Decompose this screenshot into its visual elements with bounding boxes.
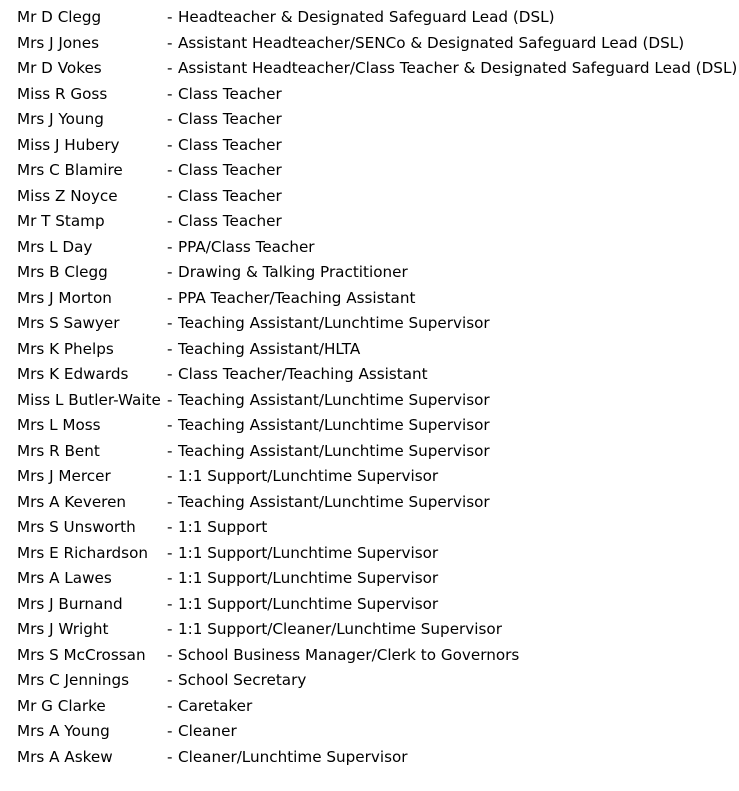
role-separator: -	[167, 722, 173, 740]
staff-name: Mr D Vokes	[17, 59, 102, 77]
role-separator: -	[167, 747, 173, 766]
staff-row	[17, 31, 737, 57]
staff-name: Mrs B Clegg	[17, 263, 108, 281]
role-separator: -	[167, 8, 173, 26]
staff-name: Mrs E Richardson	[17, 543, 149, 562]
staff-row	[17, 235, 737, 261]
staff-role: Assistant Headteacher/Class Teacher & Designated Safeguard Lead (DSL)	[178, 59, 738, 77]
role-separator: -	[167, 390, 173, 409]
staff-name: Mrs R Bent	[17, 441, 100, 460]
role-separator: -	[167, 645, 173, 664]
staff-role: Class Teacher	[178, 84, 282, 103]
staff-row	[17, 260, 737, 286]
role-separator: -	[167, 416, 173, 434]
role-separator: -	[167, 339, 173, 358]
role-separator: -	[167, 212, 173, 230]
staff-row	[17, 56, 737, 82]
staff-role: Headteacher & Designated Safeguard Lead (DSL)	[178, 8, 555, 26]
staff-name: Mrs J Morton	[17, 288, 112, 307]
staff-row	[17, 694, 737, 720]
staff-name: Miss J Hubery	[17, 135, 120, 154]
staff-name: Miss Z Noyce	[17, 186, 118, 205]
staff-name: Miss R Goss	[17, 84, 108, 103]
staff-role: Class Teacher/Teaching Assistant	[178, 365, 428, 383]
role-separator: -	[167, 110, 173, 128]
staff-name: Mrs K Phelps	[17, 339, 114, 358]
role-separator: -	[167, 59, 173, 77]
staff-name: Mrs A Lawes	[17, 569, 112, 587]
staff-role: Class Teacher	[178, 212, 282, 230]
staff-name: Mrs J Burnand	[17, 594, 123, 613]
role-separator: -	[167, 263, 173, 281]
staff-role: Class Teacher	[178, 110, 282, 128]
staff-row	[17, 592, 737, 618]
role-separator: -	[167, 467, 173, 485]
staff-name: Miss L Butler-Waite	[17, 390, 161, 409]
staff-role: 1:1 Support/Cleaner/Lunchtime Supervisor	[178, 620, 502, 638]
role-separator: -	[167, 492, 173, 511]
role-separator: -	[167, 33, 173, 52]
staff-role: Teaching Assistant/Lunchtime Supervisor	[178, 441, 490, 460]
staff-name: Mr D Clegg	[17, 8, 102, 26]
staff-role: Cleaner	[178, 722, 237, 740]
staff-name: Mrs J Mercer	[17, 467, 111, 485]
staff-role: Teaching Assistant/HLTA	[178, 339, 361, 358]
staff-name: Mrs J Wright	[17, 620, 109, 638]
staff-role: Cleaner/Lunchtime Supervisor	[178, 747, 408, 766]
staff-role: Teaching Assistant/Lunchtime Supervisor	[178, 314, 490, 332]
staff-row	[17, 388, 737, 414]
staff-role: PPA Teacher/Teaching Assistant	[178, 288, 416, 307]
staff-role: Class Teacher	[178, 186, 282, 205]
role-separator: -	[167, 84, 173, 103]
role-separator: -	[167, 543, 173, 562]
staff-name: Mrs L Moss	[17, 416, 101, 434]
staff-role: 1:1 Support/Lunchtime Supervisor	[178, 543, 439, 562]
staff-row	[17, 439, 737, 465]
staff-row	[17, 209, 737, 235]
staff-name: Mrs S McCrossan	[17, 645, 146, 664]
staff-role: Teaching Assistant/Lunchtime Supervisor	[178, 492, 490, 511]
staff-row	[17, 515, 737, 541]
staff-role: School Business Manager/Clerk to Governors	[178, 645, 520, 664]
role-separator: -	[167, 365, 173, 383]
staff-role: School Secretary	[178, 671, 307, 689]
staff-row	[17, 337, 737, 363]
role-separator: -	[167, 314, 173, 332]
staff-row	[17, 490, 737, 516]
staff-role: Assistant Headteacher/SENCo & Designated Safeguard Lead (DSL)	[178, 33, 685, 52]
staff-row	[17, 541, 737, 567]
staff-name: Mrs K Edwards	[17, 365, 129, 383]
staff-role: PPA/Class Teacher	[178, 237, 315, 256]
staff-role: Class Teacher	[178, 135, 282, 154]
staff-row	[17, 362, 737, 388]
staff-name: Mrs J Jones	[17, 33, 100, 52]
staff-row	[17, 719, 737, 745]
staff-name: Mrs A Young	[17, 722, 110, 740]
role-separator: -	[167, 696, 173, 715]
staff-row	[17, 158, 737, 184]
staff-role: 1:1 Support/Lunchtime Supervisor	[178, 594, 439, 613]
staff-role: Teaching Assistant/Lunchtime Supervisor	[178, 416, 490, 434]
staff-row	[17, 566, 737, 592]
role-separator: -	[167, 441, 173, 460]
staff-name: Mr G Clarke	[17, 696, 106, 715]
staff-role: Class Teacher	[178, 161, 282, 179]
role-separator: -	[167, 135, 173, 154]
role-separator: -	[167, 288, 173, 307]
role-separator: -	[167, 620, 173, 638]
role-separator: -	[167, 237, 173, 256]
staff-row	[17, 286, 737, 312]
role-separator: -	[167, 186, 173, 205]
staff-name: Mrs L Day	[17, 237, 93, 256]
staff-row	[17, 133, 737, 159]
staff-row	[17, 464, 737, 490]
staff-name: Mrs C Blamire	[17, 161, 123, 179]
staff-row	[17, 82, 737, 108]
role-separator: -	[167, 161, 173, 179]
staff-name: Mrs A Askew	[17, 747, 113, 766]
staff-row	[17, 413, 737, 439]
role-separator: -	[167, 594, 173, 613]
staff-name: Mrs C Jennings	[17, 671, 129, 689]
staff-row	[17, 311, 737, 337]
staff-name: Mrs S Unsworth	[17, 518, 136, 536]
staff-name: Mrs J Young	[17, 110, 104, 128]
staff-role: 1:1 Support/Lunchtime Supervisor	[178, 569, 439, 587]
staff-role: 1:1 Support	[178, 518, 268, 536]
staff-role: 1:1 Support/Lunchtime Supervisor	[178, 467, 439, 485]
staff-role: Drawing & Talking Practitioner	[178, 263, 408, 281]
staff-row	[17, 668, 737, 694]
staff-row	[17, 5, 737, 31]
staff-row	[17, 107, 737, 133]
role-separator: -	[167, 671, 173, 689]
staff-row	[17, 617, 737, 643]
staff-row	[17, 745, 737, 771]
role-separator: -	[167, 518, 173, 536]
role-separator: -	[167, 569, 173, 587]
staff-role: Teaching Assistant/Lunchtime Supervisor	[178, 390, 490, 409]
staff-name: Mr T Stamp	[17, 212, 105, 230]
staff-name: Mrs A Keveren	[17, 492, 127, 511]
staff-name: Mrs S Sawyer	[17, 314, 120, 332]
staff-row	[17, 184, 737, 210]
staff-row	[17, 643, 737, 669]
staff-role: Caretaker	[178, 696, 253, 715]
staff-list	[17, 5, 737, 770]
